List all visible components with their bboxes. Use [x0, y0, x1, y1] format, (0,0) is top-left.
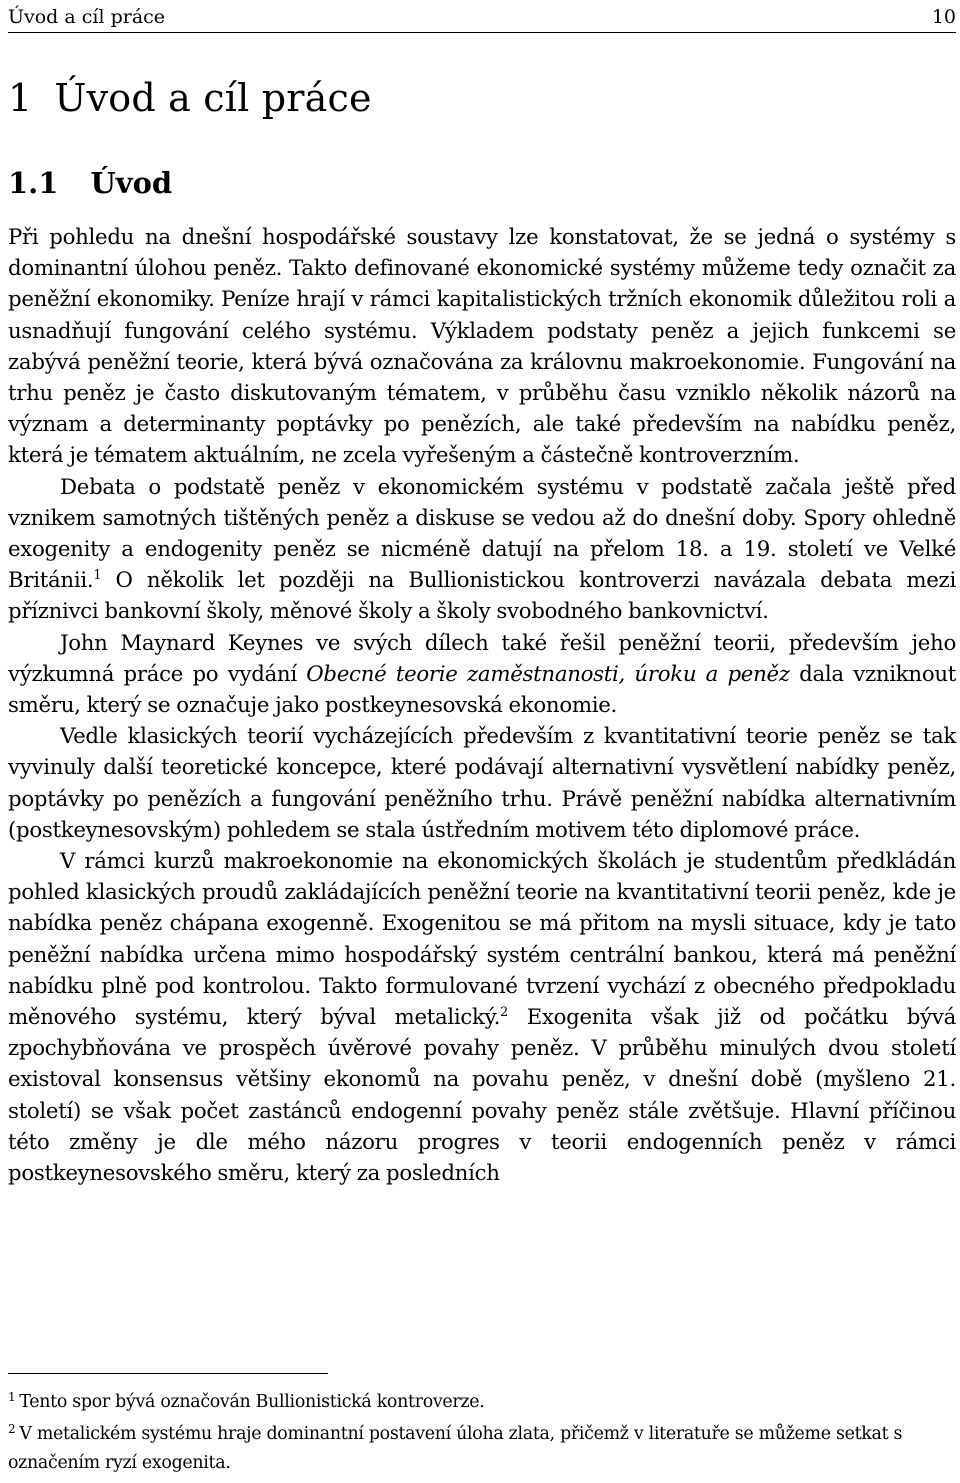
section-heading: [8, 162, 172, 204]
paragraph-5-text-b: Exogenita však již od počátku bývá zpochybňována ve prospěch úvěrové povahy peněz. V průběhu minulých dvou století existoval konsensus většiny ekonomů na povahu peněz, v dnešní době (myšleno 21. století) se však počet zastánců endogenní povahy peněz stále zvětšuje. Hlavní příčinou této změny je dle mého názoru progres v teorii endogenních peněz v rámci postkeynesovského směru, který za posledních: [8, 1005, 956, 1187]
footnote-2-mark: 2: [8, 1422, 16, 1436]
footnote-1-mark: 1: [8, 1390, 16, 1404]
chapter-title: Úvod a cíl práce: [54, 76, 372, 120]
footnote-1: [8, 1388, 956, 1417]
footnote-1-text: Tento spor bývá označován Bullionistická kontroverze.: [19, 1392, 485, 1412]
footnotes: [8, 1388, 956, 1481]
footnote-ref-2[interactable]: 2: [500, 1005, 509, 1021]
section-title: Úvod: [90, 166, 173, 200]
running-header-title: Úvod a cíl práce: [8, 6, 166, 28]
section-number: 1.1: [8, 166, 59, 200]
footnote-2-text: V metalickém systému hraje dominantní postavení úloha zlata, přičemž v literatuře se můžeme setkat s označením ryzí exogenita.: [8, 1424, 903, 1473]
page-number: 10: [931, 6, 956, 28]
cited-work-title: Obecné teorie zaměstnanosti, úroku a peněz: [306, 661, 790, 687]
paragraph-5: [8, 846, 956, 1189]
paragraph-2-text-a: Debata o podstatě peněz v ekonomickém systému v podstatě začala ještě před vznikem samotných tištěných peněz a diskuse se vedou až do dnešní doby. Spory ohledně exogenity a endogenity peněz se nicméně datují na přelom 18. a 19. století ve Velké Británii.: [8, 474, 956, 594]
chapter-number: 1: [8, 76, 33, 120]
paragraph-3-text-b: dala vzniknout směru, který se označuje jako postkeynesovská ekonomie.: [8, 661, 957, 719]
paragraph-5-text-a: V rámci kurzů makroekonomie na ekonomických školách je studentům předkládán pohled klasických proudů zakládajících peněžní teorie na kvantitativní teorii peněz, kde je nabídka peněz chápana exogenně. Exogenitou se má přitom na mysli situace, kdy je tato peněžní nabídka určena mimo hospodářský systém centrální bankou, která má peněžní nabídku plně pod kontrolou. Takto formulované tvrzení vychází z obecného předpokladu měnového systému, který býval metalický.: [8, 849, 956, 1031]
paragraph-4: [8, 721, 956, 846]
paragraph-3: [8, 628, 956, 722]
paragraph-1-text: Při pohledu na dnešní hospodářské soustavy lze konstatovat, že se jedná o systémy s dominantní úlohou peněz. Takto definované ekonomické systémy můžeme tedy označit za peněžní ekonomiky. Peníze hrají v rámci kapitalistických tržních ekonomik důležitou roli a usnadňují fungování celého systému. Výkladem podstaty peněz a jejich funkcemi se zabývá peněžní teorie, která bývá označována za královnu makroekonomie. Fungování na trhu peněz je často diskutovaným tématem, v průběhu času vzniklo několik názorů na význam a determinanty poptávky po penězích, ale také především na nabídku peněz, která je tématem aktuálním, ne zcela vyřešeným a částečně kontroverzním.: [8, 225, 956, 469]
paragraph-2: [8, 472, 956, 628]
paragraph-1: [8, 222, 956, 472]
body-text: [8, 222, 956, 1189]
footnote-separator: [8, 1373, 328, 1374]
running-header: [8, 4, 956, 33]
paragraph-2-text-b: O několik let později na Bullionistickou kontroverzi navázala debata mezi příznivci bankovní školy, měnové školy a školy svobodného bankovnictví.: [8, 568, 956, 625]
paragraph-4-text: Vedle klasických teorií vycházejících především z kvantitativní teorie peněz se tak vyvinuly další teoretické koncepce, které podávají alternativní vysvětlení nabídky peněz, poptávky po penězích a fungování peněžního trhu. Právě peněžní nabídka alternativním (postkeynesovským) pohledem se stala ústředním motivem této diplomové práce.: [8, 724, 956, 843]
paragraph-3-text-a: John Maynard Keynes ve svých dílech také řešil peněžní teorii, především jeho výzkumná práce po vydání: [8, 630, 956, 687]
footnote-2: [8, 1420, 956, 1478]
chapter-heading: [8, 72, 372, 124]
footnote-ref-1[interactable]: 1: [93, 568, 102, 584]
